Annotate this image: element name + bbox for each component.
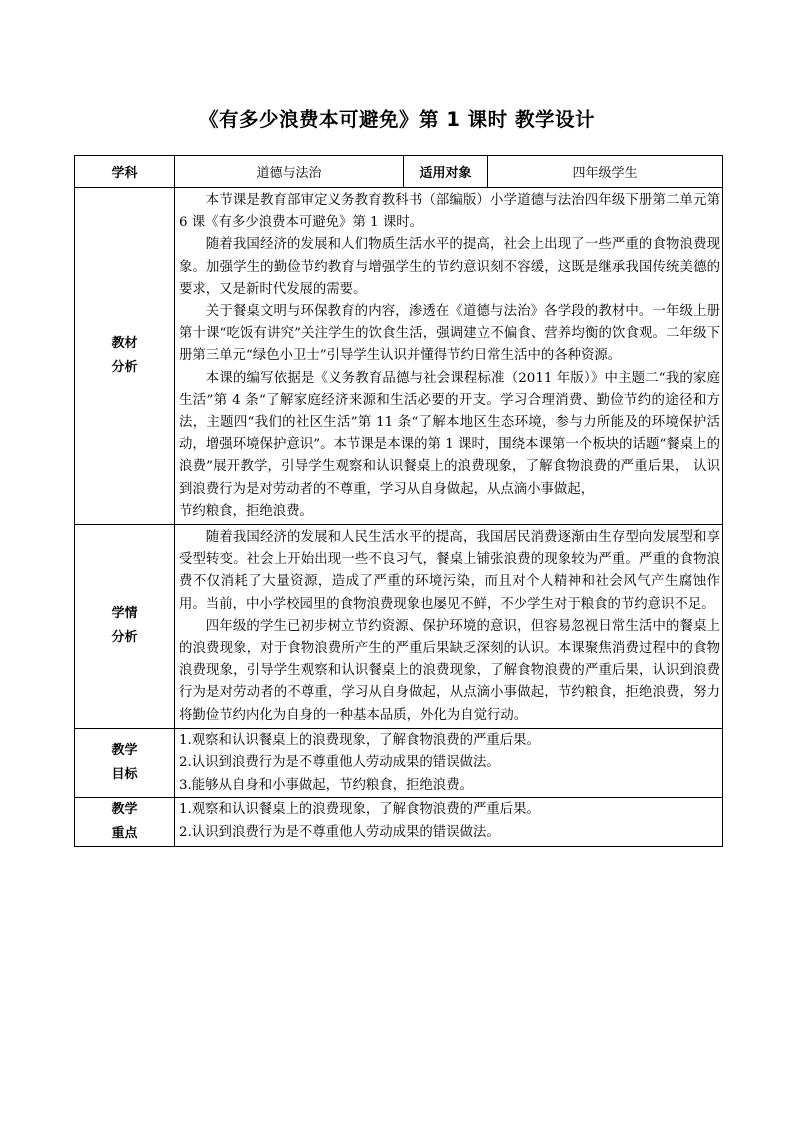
material-paragraph: 随着我国经济的发展和人们物质生活水平的提高，社会上出现了一些严重的食物浪费现象。加强学生的勤俭节约教育与增强学生的节约意识刻不容缓，这既是继承我国传统美德的要求，又是新时代发展的需要。 xyxy=(179,237,720,297)
lesson-plan-table xyxy=(74,155,723,847)
document-title: 《有多少浪费本可避免》第 1 课时 教学设计 xyxy=(199,108,595,131)
material-analysis-row xyxy=(75,188,723,525)
material-analysis-label xyxy=(75,188,175,525)
material-paragraph: 本节课是教育部审定义务教育教科书（部编版）小学道德与法治四年级下册第二单元第 6 课《有多少浪费本可避免》第 1 课时。 xyxy=(179,193,720,231)
key-points-content xyxy=(175,798,723,847)
student-label-line-1: 学情 xyxy=(111,606,138,622)
goals-label-line-1: 教学 xyxy=(111,743,138,759)
keypoints-label-line-2: 重点 xyxy=(111,826,138,842)
teaching-goals-label xyxy=(75,728,175,798)
teaching-goals-content xyxy=(175,728,723,798)
material-analysis-content xyxy=(175,188,723,525)
teaching-goals-row xyxy=(75,728,723,798)
material-label-line-1: 教材 xyxy=(111,336,138,352)
student-analysis-label xyxy=(75,525,175,729)
goal-item: 1.观察和认识餐桌上的浪费现象，了解食物浪费的严重后果。 xyxy=(179,732,540,748)
student-paragraph: 随着我国经济的发展和人民生活水平的提高，我国居民消费逐渐由生存型向发展型和享受型转变。社会上开始出现一些不良习气，餐桌上铺张浪费的现象较为严重。严重的食物浪费不仅消耗了大量资源，造成了严重的环境污染，而且对个人精神和社会风气产生腐蚀作用。当前，中小学校园里的食物浪费现象也屡见不鲜，不少学生对于粮食的节约意识不足。 xyxy=(179,530,720,612)
material-paragraph: 本课的编写依据是《义务教育品德与社会课程标准（2011 年版）》中主题二“我的家庭生活”第 4 条“了解家庭经济来源和生活必要的开支。学习合理消费、勤俭节约的途径和方法，主题四“我们的社区生活”第 11 条“了解本地区生态环境，参与力所能及的环境保护活动，增强环境保护意识”。本节课是本课的第 1 课时，围绕本课第一个板块的话题“餐桌上的浪费”展开教学，引导学生观察和认识餐桌上的浪费现象，了解食物浪费的严重后果， 认识到浪费行为是对劳动者的不尊重，学习从自身做起，从点滴小事做起， xyxy=(179,370,720,497)
subject-value: 道德与法治 xyxy=(175,156,404,188)
audience-value: 四年级学生 xyxy=(488,156,723,188)
key-points-row xyxy=(75,798,723,847)
student-analysis-row xyxy=(75,525,723,729)
goals-label-line-2: 目标 xyxy=(111,767,138,783)
subject-label: 学科 xyxy=(75,156,175,188)
keypoints-label-line-1: 教学 xyxy=(111,802,138,818)
key-points-label xyxy=(75,798,175,847)
audience-label: 适用对象 xyxy=(404,156,488,188)
student-analysis-content xyxy=(175,525,723,729)
goal-item: 3.能够从自身和小事做起，节约粮食，拒绝浪费。 xyxy=(179,777,473,793)
keypoint-item: 1.观察和认识餐桌上的浪费现象，了解食物浪费的严重后果。 xyxy=(179,802,540,818)
keypoint-item: 2.认识到浪费行为是不尊重他人劳动成果的错误做法。 xyxy=(179,824,500,840)
student-label-line-2: 分析 xyxy=(111,630,138,646)
material-paragraph: 节约粮食，拒绝浪费。 xyxy=(179,503,313,519)
header-row xyxy=(75,156,723,188)
goal-item: 2.认识到浪费行为是不尊重他人劳动成果的错误做法。 xyxy=(179,755,500,771)
material-label-line-2: 分析 xyxy=(111,360,138,376)
material-paragraph: 关于餐桌文明与环保教育的内容，渗透在《道德与法治》各学段的教材中。一年级上册第十课“吃饭有讲究”关注学生的饮食生活，强调建立不偏食、营养均衡的饮食观。二年级下册第三单元“绿色小卫士”引导学生认识并懂得节约日常生活中的各种资源。 xyxy=(179,304,720,364)
student-paragraph: 四年级的学生已初步树立节约资源、保护环境的意识，但容易忽视日常生活中的餐桌上的浪费现象，对于食物浪费所产生的严重后果缺乏深刻的认识。本课聚焦消费过程中的食物浪费现象，引导学生观察和认识餐桌上的浪费现象，了解食物浪费的严重后果，认识到浪费行为是对劳动者的不尊重，学习从自身做起，从点滴小事做起，节约粮食，拒绝浪费，努力将勤俭节约内化为自身的一种基本品质，外化为自觉行动。 xyxy=(179,618,720,723)
